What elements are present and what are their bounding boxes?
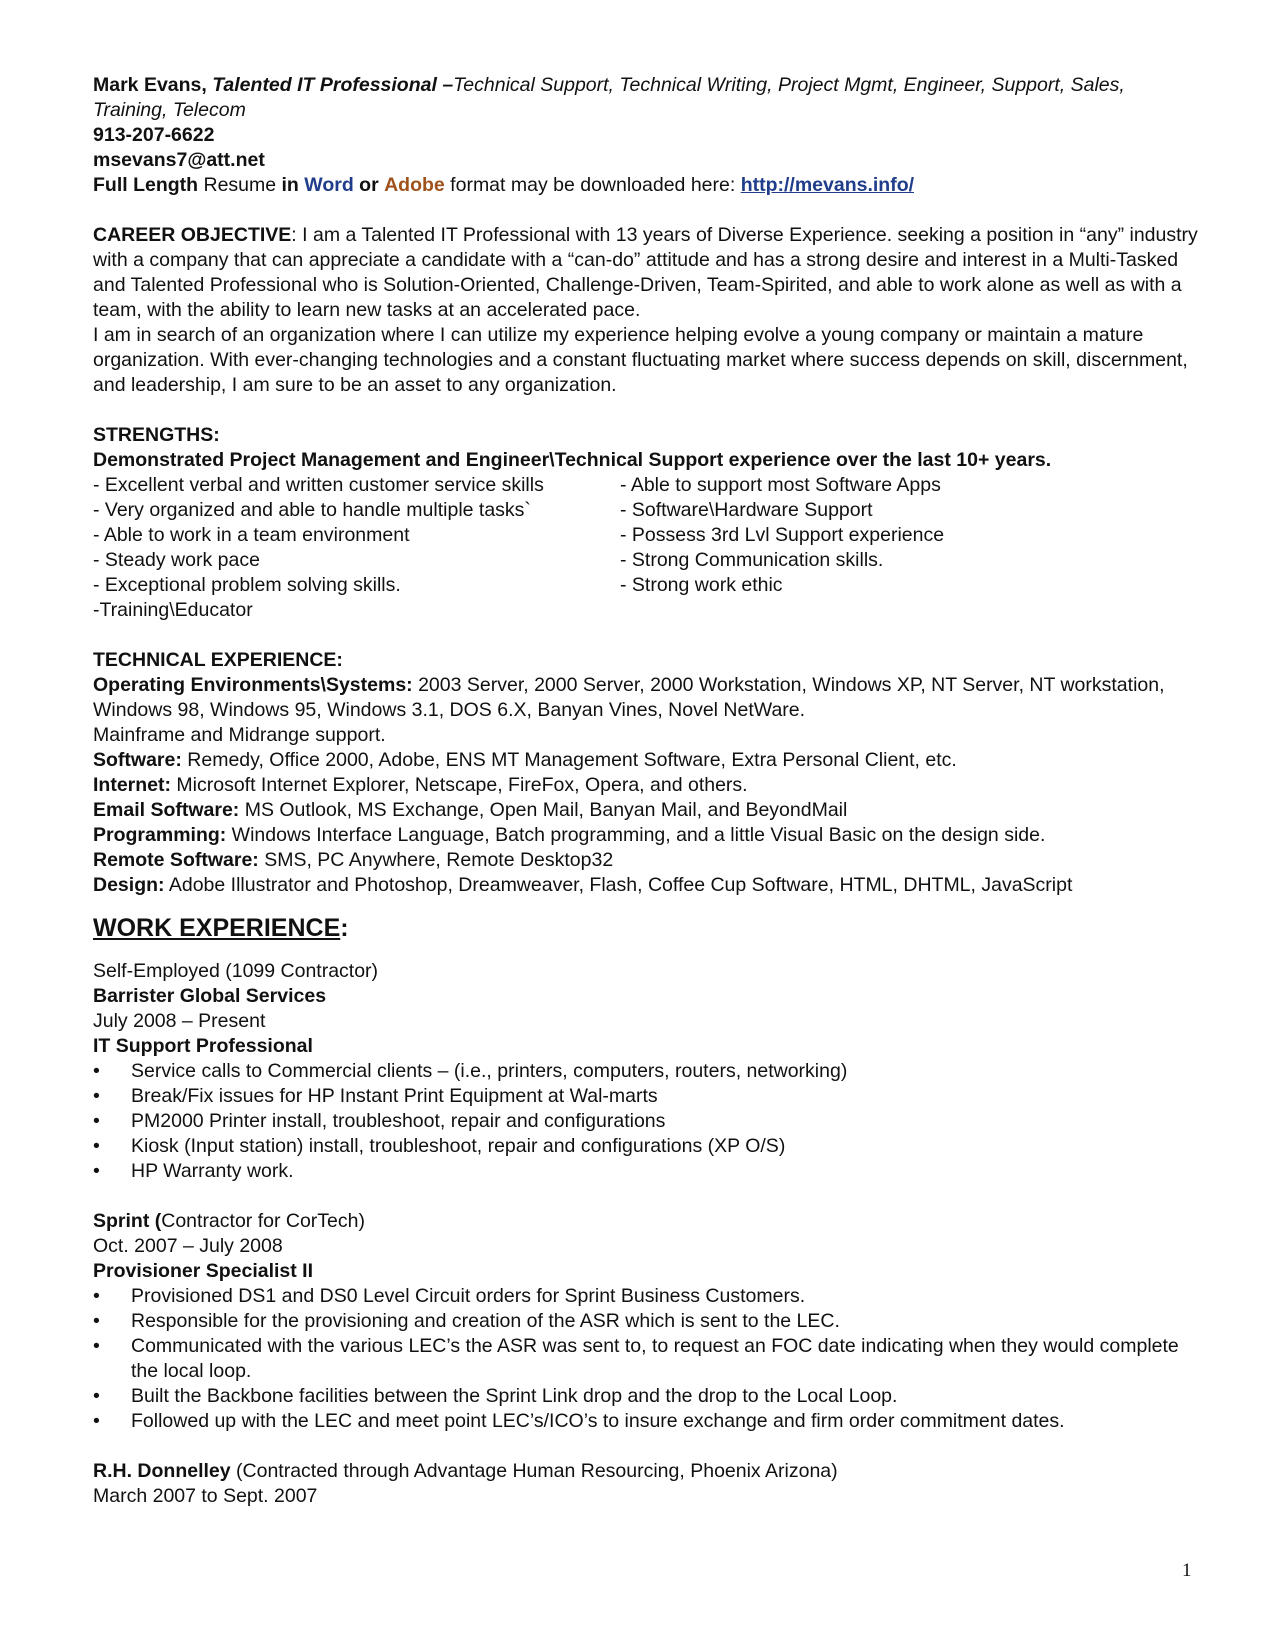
job-bullets xyxy=(93,1284,1203,1434)
strength-item: - Strong Communication skills. xyxy=(620,549,884,571)
job-role: IT Support Professional xyxy=(93,1035,313,1057)
strength-item: - Strong work ethic xyxy=(620,574,783,596)
job-company-line: Sprint (Contractor for CorTech) xyxy=(93,1210,365,1232)
strengths-headline: Demonstrated Project Management and Engineer\Technical Support experience over the last 10+ years. xyxy=(93,449,1052,471)
job-employment-type: Self-Employed (1099 Contractor) xyxy=(93,960,379,982)
job-dates: March 2007 to Sept. 2007 xyxy=(93,1485,318,1507)
job-bullets xyxy=(93,1059,1203,1184)
strength-item: -Training\Educator xyxy=(93,599,253,621)
strengths-right-column xyxy=(620,473,1203,623)
download-line: Full Length Resume in Word or Adobe format may be downloaded here: http://mevans.info/ xyxy=(93,174,915,196)
tech-item-operating-systems: Operating Environments\Systems: 2003 Server, 2000 Server, 2000 Workstation, Windows XP, NT Server, NT workstation, Windows 98, Windows 95, Windows 3.1, DOS 6.X, Banyan Vines, Novel NetWare. xyxy=(93,674,1165,721)
tech-item-programming: Programming: Windows Interface Language, Batch programming, and a little Visual Basic on the design side. xyxy=(93,824,1046,846)
list-item: • Responsible for the provisioning and creation of the ASR which is sent to the LEC. xyxy=(93,1309,1203,1334)
strengths-left-column xyxy=(93,473,620,623)
tech-item-mainframe: Mainframe and Midrange support. xyxy=(93,724,386,746)
list-item: • PM2000 Printer install, troubleshoot, repair and configurations xyxy=(93,1109,1203,1134)
list-item: • Kiosk (Input station) install, troubleshoot, repair and configurations (XP O/S) xyxy=(93,1134,1203,1159)
career-objective: CAREER OBJECTIVE: I am a Talented IT Professional with 13 years of Diverse Experience. seeking a position in “any” industry with a company that can appreciate a candidate with a “can-do” attitude and has a strong desire and interest in a Multi-Tasked and Talented Professional who is Solution-Oriented, Challenge-Driven, Team-Spirited, and able to work alone as well as with a team, with the ability to learn new tasks at an accelerated pace. xyxy=(93,224,1198,321)
resume-download-link[interactable]: http://mevans.info/ xyxy=(740,174,915,196)
job-company-line: R.H. Donnelley (Contracted through Advantage Human Resourcing, Phoenix Arizona) xyxy=(93,1460,838,1482)
tech-item-design: Design: Adobe Illustrator and Photoshop, Dreamweaver, Flash, Coffee Cup Software, HTML, DHTML, JavaScript xyxy=(93,874,1073,896)
list-item: • HP Warranty work. xyxy=(93,1159,1203,1184)
strength-item: - Possess 3rd Lvl Support experience xyxy=(620,524,945,546)
candidate-fields: Technical Support, Technical Writing, Project Mgmt, Engineer, Support, Sales, Training, Telecom xyxy=(93,74,1125,121)
word-format-label: Word xyxy=(304,174,354,196)
strength-item: - Excellent verbal and written customer service skills xyxy=(93,474,544,496)
list-item: • Communicated with the various LEC’s the ASR was sent to, to request an FOC date indicating when they would complete the local loop. xyxy=(93,1334,1203,1384)
candidate-title: Talented IT Professional xyxy=(212,74,437,96)
strength-item: - Able to support most Software Apps xyxy=(620,474,941,496)
tech-item-software: Software: Remedy, Office 2000, Adobe, ENS MT Management Software, Extra Personal Client, etc. xyxy=(93,749,957,771)
candidate-name: Mark Evans, xyxy=(93,74,207,96)
career-objective-paragraph-2: I am in search of an organization where I can utilize my experience helping evolve a young company or maintain a mature organization. With ever-changing technologies and a constant fluctuating market where success depends on skill, discernment, and leadership, I am sure to be an asset to any organization. xyxy=(93,324,1188,396)
job-dates: July 2008 – Present xyxy=(93,1010,266,1032)
technical-experience-label: TECHNICAL EXPERIENCE: xyxy=(93,649,343,671)
page-number: 1 xyxy=(1182,1560,1192,1581)
list-item: • Break/Fix issues for HP Instant Print Equipment at Wal-marts xyxy=(93,1084,1203,1109)
list-item: • Provisioned DS1 and DS0 Level Circuit orders for Sprint Business Customers. xyxy=(93,1284,1203,1309)
tech-item-remote-software: Remote Software: SMS, PC Anywhere, Remote Desktop32 xyxy=(93,849,614,871)
list-item: • Followed up with the LEC and meet point LEC’s/ICO’s to insure exchange and firm order commitment dates. xyxy=(93,1409,1203,1434)
job-role: Provisioner Specialist II xyxy=(93,1260,314,1282)
email-address: msevans7@att.net xyxy=(93,149,265,171)
list-item: • Built the Backbone facilities between the Sprint Link drop and the drop to the Local Loop. xyxy=(93,1384,1203,1409)
job-company: Barrister Global Services xyxy=(93,985,327,1007)
job-dates: Oct. 2007 – July 2008 xyxy=(93,1235,283,1257)
adobe-format-label: Adobe xyxy=(384,174,445,196)
strengths-label: STRENGTHS: xyxy=(93,424,220,446)
strength-item: - Exceptional problem solving skills. xyxy=(93,574,401,596)
phone-number: 913-207-6622 xyxy=(93,124,215,146)
strength-item: - Able to work in a team environment xyxy=(93,524,410,546)
tech-item-email-software: Email Software: MS Outlook, MS Exchange, Open Mail, Banyan Mail, and BeyondMail xyxy=(93,799,848,821)
career-objective-label: CAREER OBJECTIVE xyxy=(93,224,292,246)
list-item: • Service calls to Commercial clients – (i.e., printers, computers, routers, networking) xyxy=(93,1059,1203,1084)
work-experience-heading: WORK EXPERIENCE: xyxy=(93,914,349,942)
strengths-columns xyxy=(93,473,1203,623)
tech-item-internet: Internet: Microsoft Internet Explorer, Netscape, FireFox, Opera, and others. xyxy=(93,774,748,796)
strength-item: - Software\Hardware Support xyxy=(620,499,873,521)
strength-item: - Very organized and able to handle multiple tasks` xyxy=(93,499,531,521)
header-title-line: Mark Evans, Talented IT Professional –Technical Support, Technical Writing, Project Mgmt, Engineer, Support, Sales, Training, Telecom xyxy=(93,74,1125,121)
resume-page xyxy=(93,73,1203,1509)
strength-item: - Steady work pace xyxy=(93,549,260,571)
